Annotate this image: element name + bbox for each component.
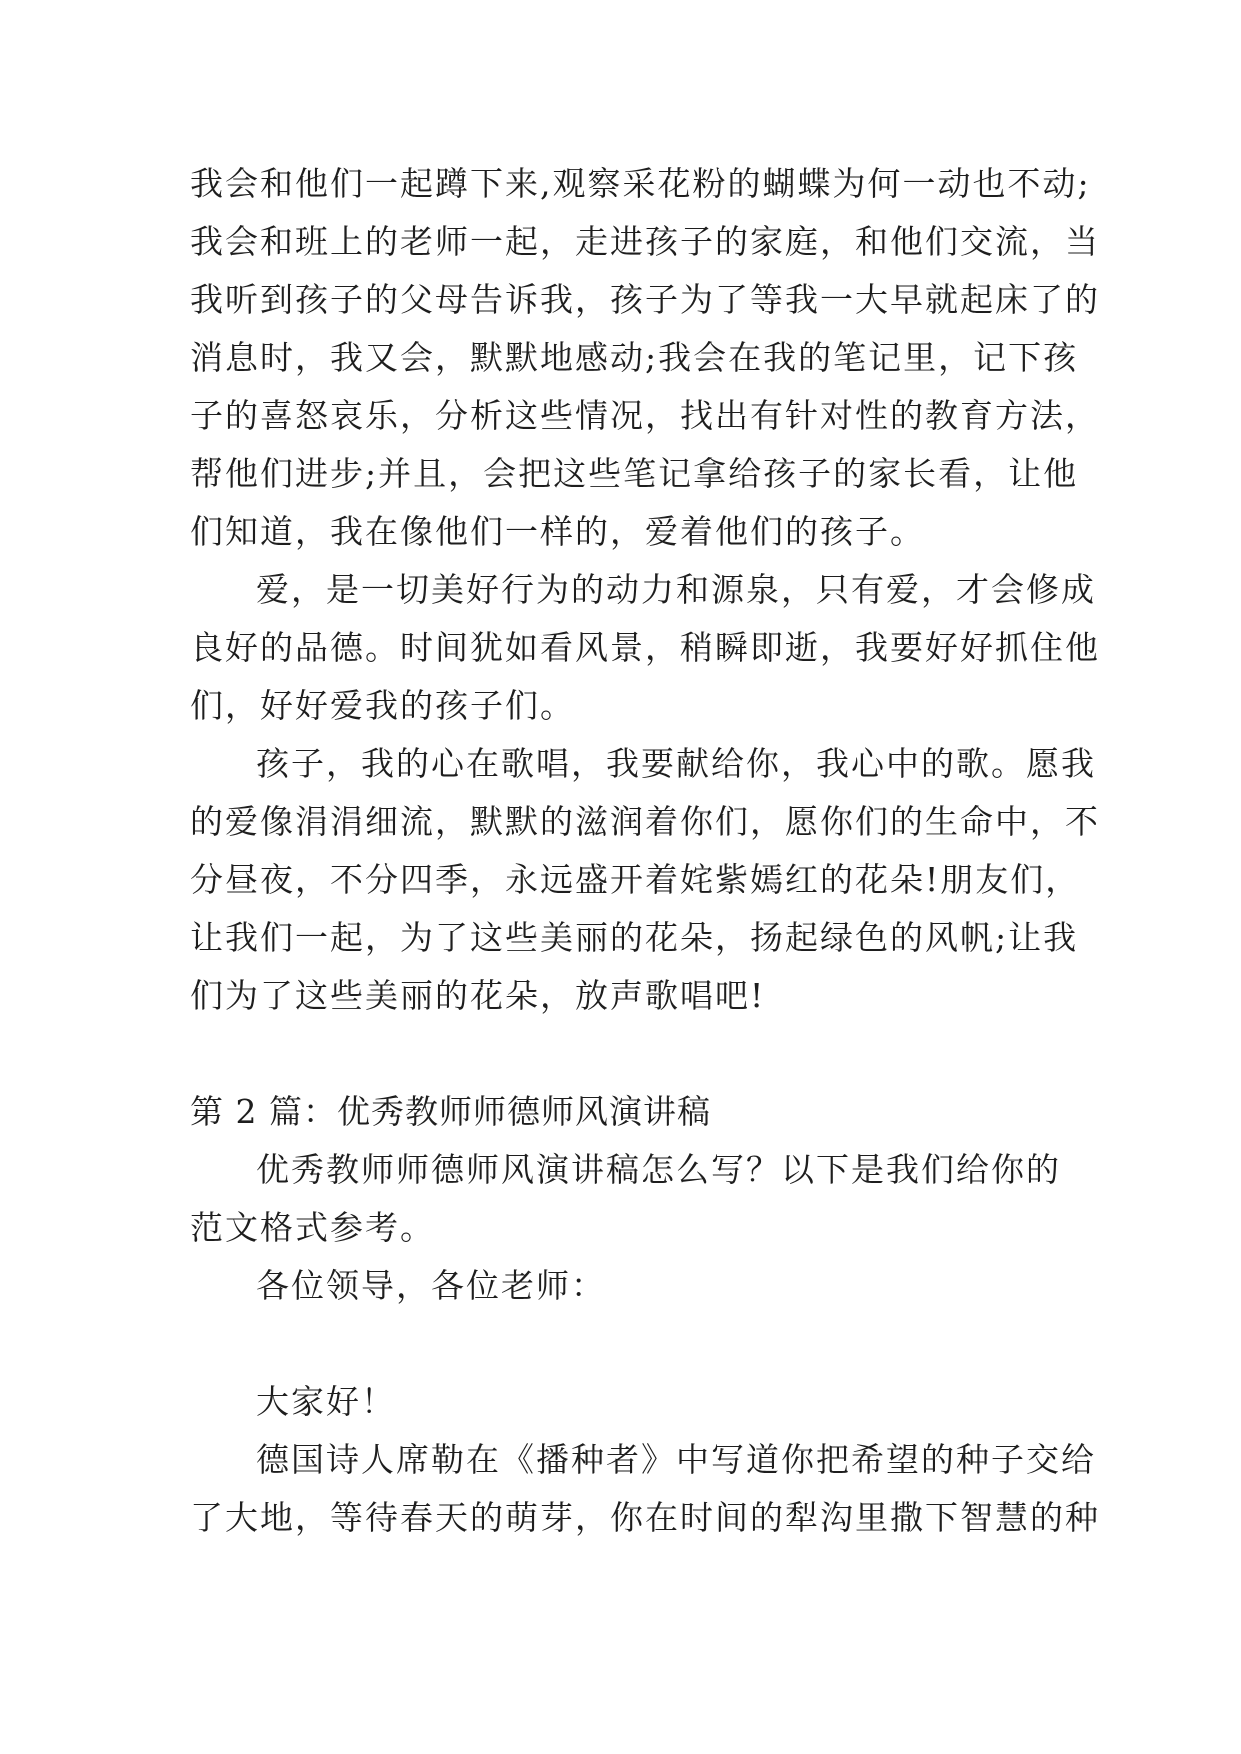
paragraph-first-line: 优秀教师师德师风演讲稿怎么写？以下是我们给你的 xyxy=(256,1150,1061,1189)
text-line: 分昼夜，不分四季，永远盛开着姹紫嫣红的花朵!朋友们， xyxy=(190,860,1081,899)
paragraph-first-line: 爱，是一切美好行为的动力和源泉，只有爱，才会修成 xyxy=(256,570,1096,609)
document-body xyxy=(190,155,1100,1547)
blank-line xyxy=(190,1315,1060,1373)
text-line: 子的喜怒哀乐，分析这些情况，找出有针对性的教育方法， xyxy=(190,396,1100,435)
text-line: 我会和班上的老师一起，走进孩子的家庭，和他们交流，当 xyxy=(190,222,1100,261)
paragraph-first-line: 孩子，我的心在歌唱，我要献给你，我心中的歌。愿我 xyxy=(256,744,1096,783)
text-line: 我听到孩子的父母告诉我，孩子为了等我一大早就起床了的 xyxy=(190,280,1100,319)
text-line: 范文格式参考。 xyxy=(190,1208,435,1247)
section-heading: 第 2 篇：优秀教师师德师风演讲稿 xyxy=(190,1092,711,1131)
paragraph-first-line: 德国诗人席勒在《播种者》中写道你把希望的种子交给 xyxy=(256,1440,1096,1479)
text-line: 们知道，我在像他们一样的，爱着他们的孩子。 xyxy=(190,512,925,551)
salutation: 各位领导，各位老师： xyxy=(256,1266,606,1305)
text-line: 良好的品德。时间犹如看风景，稍瞬即逝，我要好好抓住他 xyxy=(190,628,1100,667)
text-line: 的爱像涓涓细流，默默的滋润着你们，愿你们的生命中，不 xyxy=(190,802,1100,841)
text-line: 帮他们进步;并且，会把这些笔记拿给孩子的家长看，让他 xyxy=(190,454,1079,493)
greeting: 大家好！ xyxy=(256,1382,396,1421)
text-line: 让我们一起，为了这些美丽的花朵，扬起绿色的风帆;让我 xyxy=(190,918,1079,957)
text-line: 我会和他们一起蹲下来,观察采花粉的蝴蝶为何一动也不动; xyxy=(190,164,1091,203)
blank-line xyxy=(190,1025,1060,1083)
text-line: 们为了这些美丽的花朵，放声歌唱吧! xyxy=(190,976,766,1015)
text-line: 们，好好爱我的孩子们。 xyxy=(190,686,575,725)
text-line: 了大地，等待春天的萌芽，你在时间的犁沟里撒下智慧的种 xyxy=(190,1498,1100,1537)
text-line: 消息时，我又会，默默地感动;我会在我的笔记里，记下孩 xyxy=(190,338,1079,377)
